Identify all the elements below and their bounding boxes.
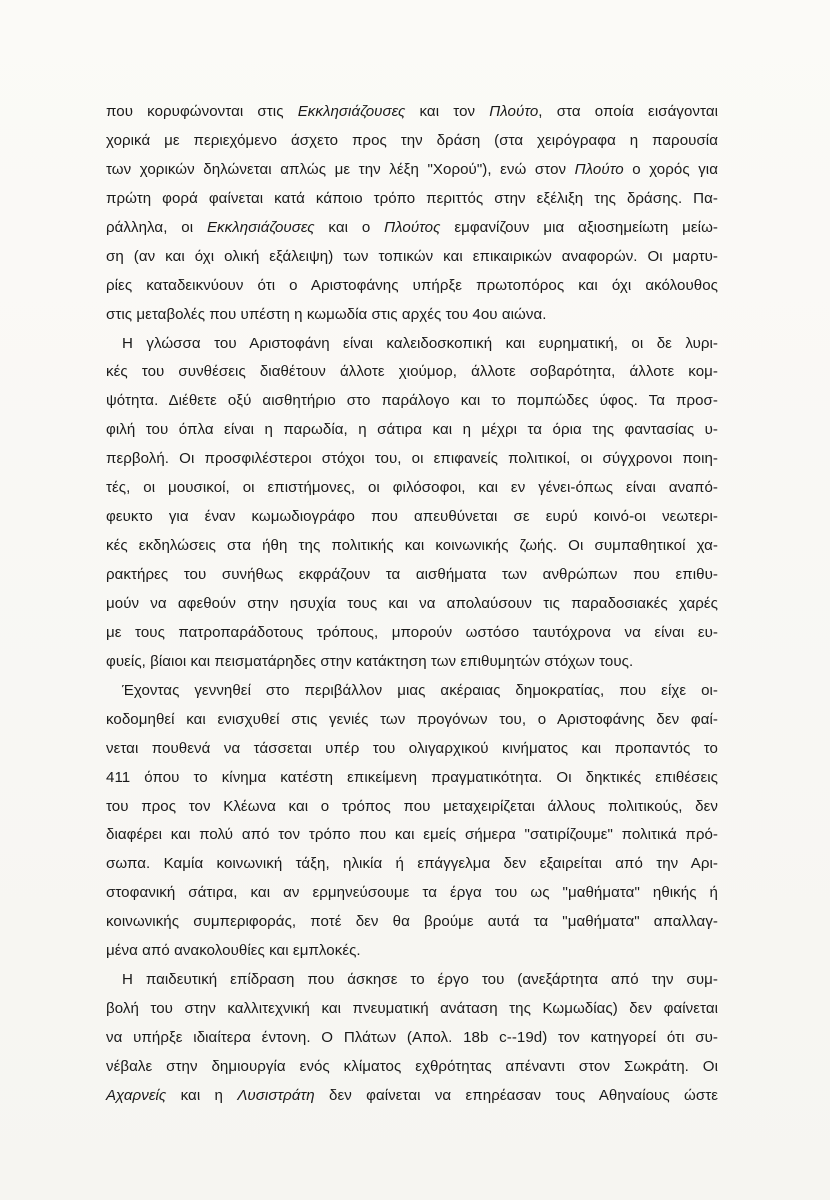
text-line [106, 850, 718, 879]
text-line [106, 1024, 718, 1053]
text-run: μένα από ανακολουθίες και εμπλοκές. [106, 942, 361, 960]
text-run: να υπήρξε ιδιαίτερα έντονη. Ο Πλάτων (Απολ. 18b c--19d) τον κατηγορεί ότι συ- [106, 1029, 718, 1046]
text-run: κές εκδηλώσεις στα ήθη της πολιτικής και κοινωνικής ζωής. Οι συμπαθητικοί χα- [106, 537, 718, 555]
text-line [106, 735, 718, 764]
text-run: νέβαλε στην δημιουργία ενός κλίματος εχθρότητας απέναντι στον Σωκράτη. Οι [106, 1057, 718, 1075]
text-line [106, 532, 718, 561]
text-run: Η παιδευτική επίδραση που άσκησε το έργο του (ανεξάρτητα από την συμ- [122, 971, 718, 989]
text-run: που κορυφώνονται στις [106, 103, 298, 120]
text-run: τές, οι μουσικοί, οι επιστήμονες, οι φιλόσοφοι, και εν γένει-όπως είναι αναπό- [106, 479, 718, 497]
paragraph [106, 98, 718, 330]
text-line [106, 706, 718, 735]
text-line [106, 908, 718, 937]
text-run: ράλληλα, οι [106, 218, 207, 236]
text-run: 411 όπου το κίνημα κατέστη επικείμενη πραγματικότητα. Οι δηκτικές επιθέσεις [106, 768, 718, 786]
text-run: ψότητα. Διέθετε οξύ αισθητήριο στο παράλογο και το πομπώδες ύφος. Τα προσ- [106, 392, 718, 410]
text-line [106, 1082, 718, 1111]
text-run: σωπα. Καμία κοινωνική τάξη, ηλικία ή επάγγελμα δεν εξαιρείται από την Αρι- [106, 855, 718, 873]
text-line [106, 937, 718, 966]
italic-title: Λυσιστράτη [237, 1086, 315, 1104]
text-run: ρίες καταδεικνύουν ότι ο Αριστοφάνης υπήρξε πρωτοπόρος και όχι ακόλουθος [106, 276, 718, 294]
text-run: των χορικών δηλώνεται απλώς με την λέξη "Χορού"), ενώ στον [106, 160, 575, 178]
text-run: διαφέρει και πολύ από τον τρόπο που και εμείς σήμερα "σατιρίζουμε" πολιτικά πρό- [106, 826, 718, 844]
text-line [106, 561, 718, 590]
text-line [106, 358, 718, 387]
italic-title: Πλούτο [489, 103, 539, 120]
text-line [106, 995, 718, 1024]
text-line [106, 127, 718, 156]
text-line [106, 793, 718, 822]
text-run: φιλή του όπλα είναι η παρωδία, η σάτιρα και η μέχρι τα όρια της φαντασίας υ- [106, 421, 718, 439]
text-run: Η γλώσσα του Αριστοφάνη είναι καλειδοσκοπική και ευρηματική, οι δε λυρι- [122, 334, 718, 352]
italic-title: Αχαρνείς [106, 1086, 167, 1104]
text-run: και τον [405, 103, 490, 120]
text-run: νεται πουθενά να τάσσεται υπέρ του ολιγαρχικού κινήματος και προπαντός το [106, 739, 718, 757]
text-line [106, 966, 718, 995]
text-run: δεν φαίνεται να επηρέασαν τους Αθηναίους ώστε [314, 1086, 718, 1104]
paragraph [106, 966, 718, 1111]
text-line [106, 330, 718, 359]
italic-title: Εκκλησιάζουσες [206, 218, 315, 236]
text-run: φυείς, βίαιοι και πεισματάρηδες στην κατάκτηση των επιθυμητών στόχων τους. [106, 652, 634, 670]
text-line [106, 243, 718, 272]
text-run: κοινωνικής συμπεριφοράς, ποτέ δεν θα βρούμε αυτά τα "μαθήματα" απαλλαγ- [106, 913, 718, 931]
text-run: εμφανίζουν μια αξιοσημείωτη μείω- [440, 218, 718, 236]
text-line [106, 387, 718, 416]
text-run: κές του συνθέσεις διαθέτουν άλλοτε χιούμορ, άλλοτε σοβαρότητα, άλλοτε κομ- [106, 363, 718, 381]
text-run: και η [166, 1086, 238, 1104]
text-line [106, 98, 718, 127]
text-line [106, 764, 718, 793]
italic-title: Πλούτος [384, 218, 441, 236]
text-run: χορικά με περιεχόμενο άσχετο προς την δράση (στα χειρόγραφα η παρουσία [106, 131, 718, 149]
text-run: , στα οποία εισάγονται [538, 103, 719, 120]
text-line [106, 503, 718, 532]
text-run: ο χορός για [623, 160, 718, 178]
text-run: ση (αν και όχι ολική εξάλειψη) των τοπικών και επικαιρικών αναφορών. Οι μαρτυ- [106, 247, 718, 265]
text-line [106, 474, 718, 503]
text-run: κοδομηθεί και ενισχυθεί στις γενιές των προγόνων του, ο Αριστοφάνης δεν φαί- [106, 710, 718, 728]
body-text [106, 98, 718, 1111]
paragraph [106, 330, 718, 677]
text-run: Έχοντας γεννηθεί στο περιβάλλον μιας ακέραιας δημοκρατίας, που είχε οι- [122, 681, 718, 699]
text-line [106, 185, 718, 214]
text-run: φευκτο για έναν κωμωδιογράφο που απευθύνεται σε ευρύ κοινό-οι νεωτερι- [106, 508, 718, 526]
text-line [106, 821, 718, 850]
text-line [106, 619, 718, 648]
text-line [106, 214, 718, 243]
text-line [106, 590, 718, 619]
italic-title: Πλούτο [574, 160, 624, 178]
text-run: πρώτη φορά φαίνεται κατά κάποιο τρόπο περιττός στην εξέλιξη της δράσης. Πα- [106, 189, 718, 207]
text-line [106, 879, 718, 908]
text-line [106, 416, 718, 445]
text-line [106, 677, 718, 706]
text-run: μούν να αφεθούν στην ησυχία τους και να απολαύσουν τις παραδοσιακές χαρές [106, 594, 718, 612]
text-line [106, 156, 718, 185]
text-line [106, 445, 718, 474]
text-run: του προς τον Κλέωνα και ο τρόπος που μεταχειρίζεται άλλους πολιτικούς, δεν [106, 797, 718, 815]
text-line [106, 301, 718, 330]
text-run: και ο [314, 218, 385, 236]
text-run: στις μεταβολές που υπέστη η κωμωδία στις αρχές του 4ου αιώνα. [106, 305, 547, 323]
text-run: στοφανική σάτιρα, και αν ερμηνεύσουμε τα έργα του ως "μαθήματα" ηθικής ή [106, 884, 718, 902]
text-run: με τους πατροπαράδοτους τρόπους, μπορούν ωστόσο ταυτόχρονα να είναι ευ- [106, 623, 718, 641]
text-line [106, 648, 718, 677]
text-run: περβολή. Οι προσφιλέστεροι στόχοι του, οι επιφανείς πολιτικοί, οι σύγχρονοι ποιη- [106, 450, 718, 468]
text-line [106, 1053, 718, 1082]
text-run: βολή του στην καλλιτεχνική και πνευματική ανάταση της Κωμωδίας) δεν φαίνεται [106, 1000, 718, 1018]
text-run: ρακτήρες του συνήθως εκφράζουν τα αισθήματα των ανθρώπων που επιθυ- [106, 566, 718, 583]
text-line [106, 272, 718, 301]
paragraph [106, 677, 718, 966]
italic-title: Εκκλησιάζουσες [297, 103, 406, 120]
